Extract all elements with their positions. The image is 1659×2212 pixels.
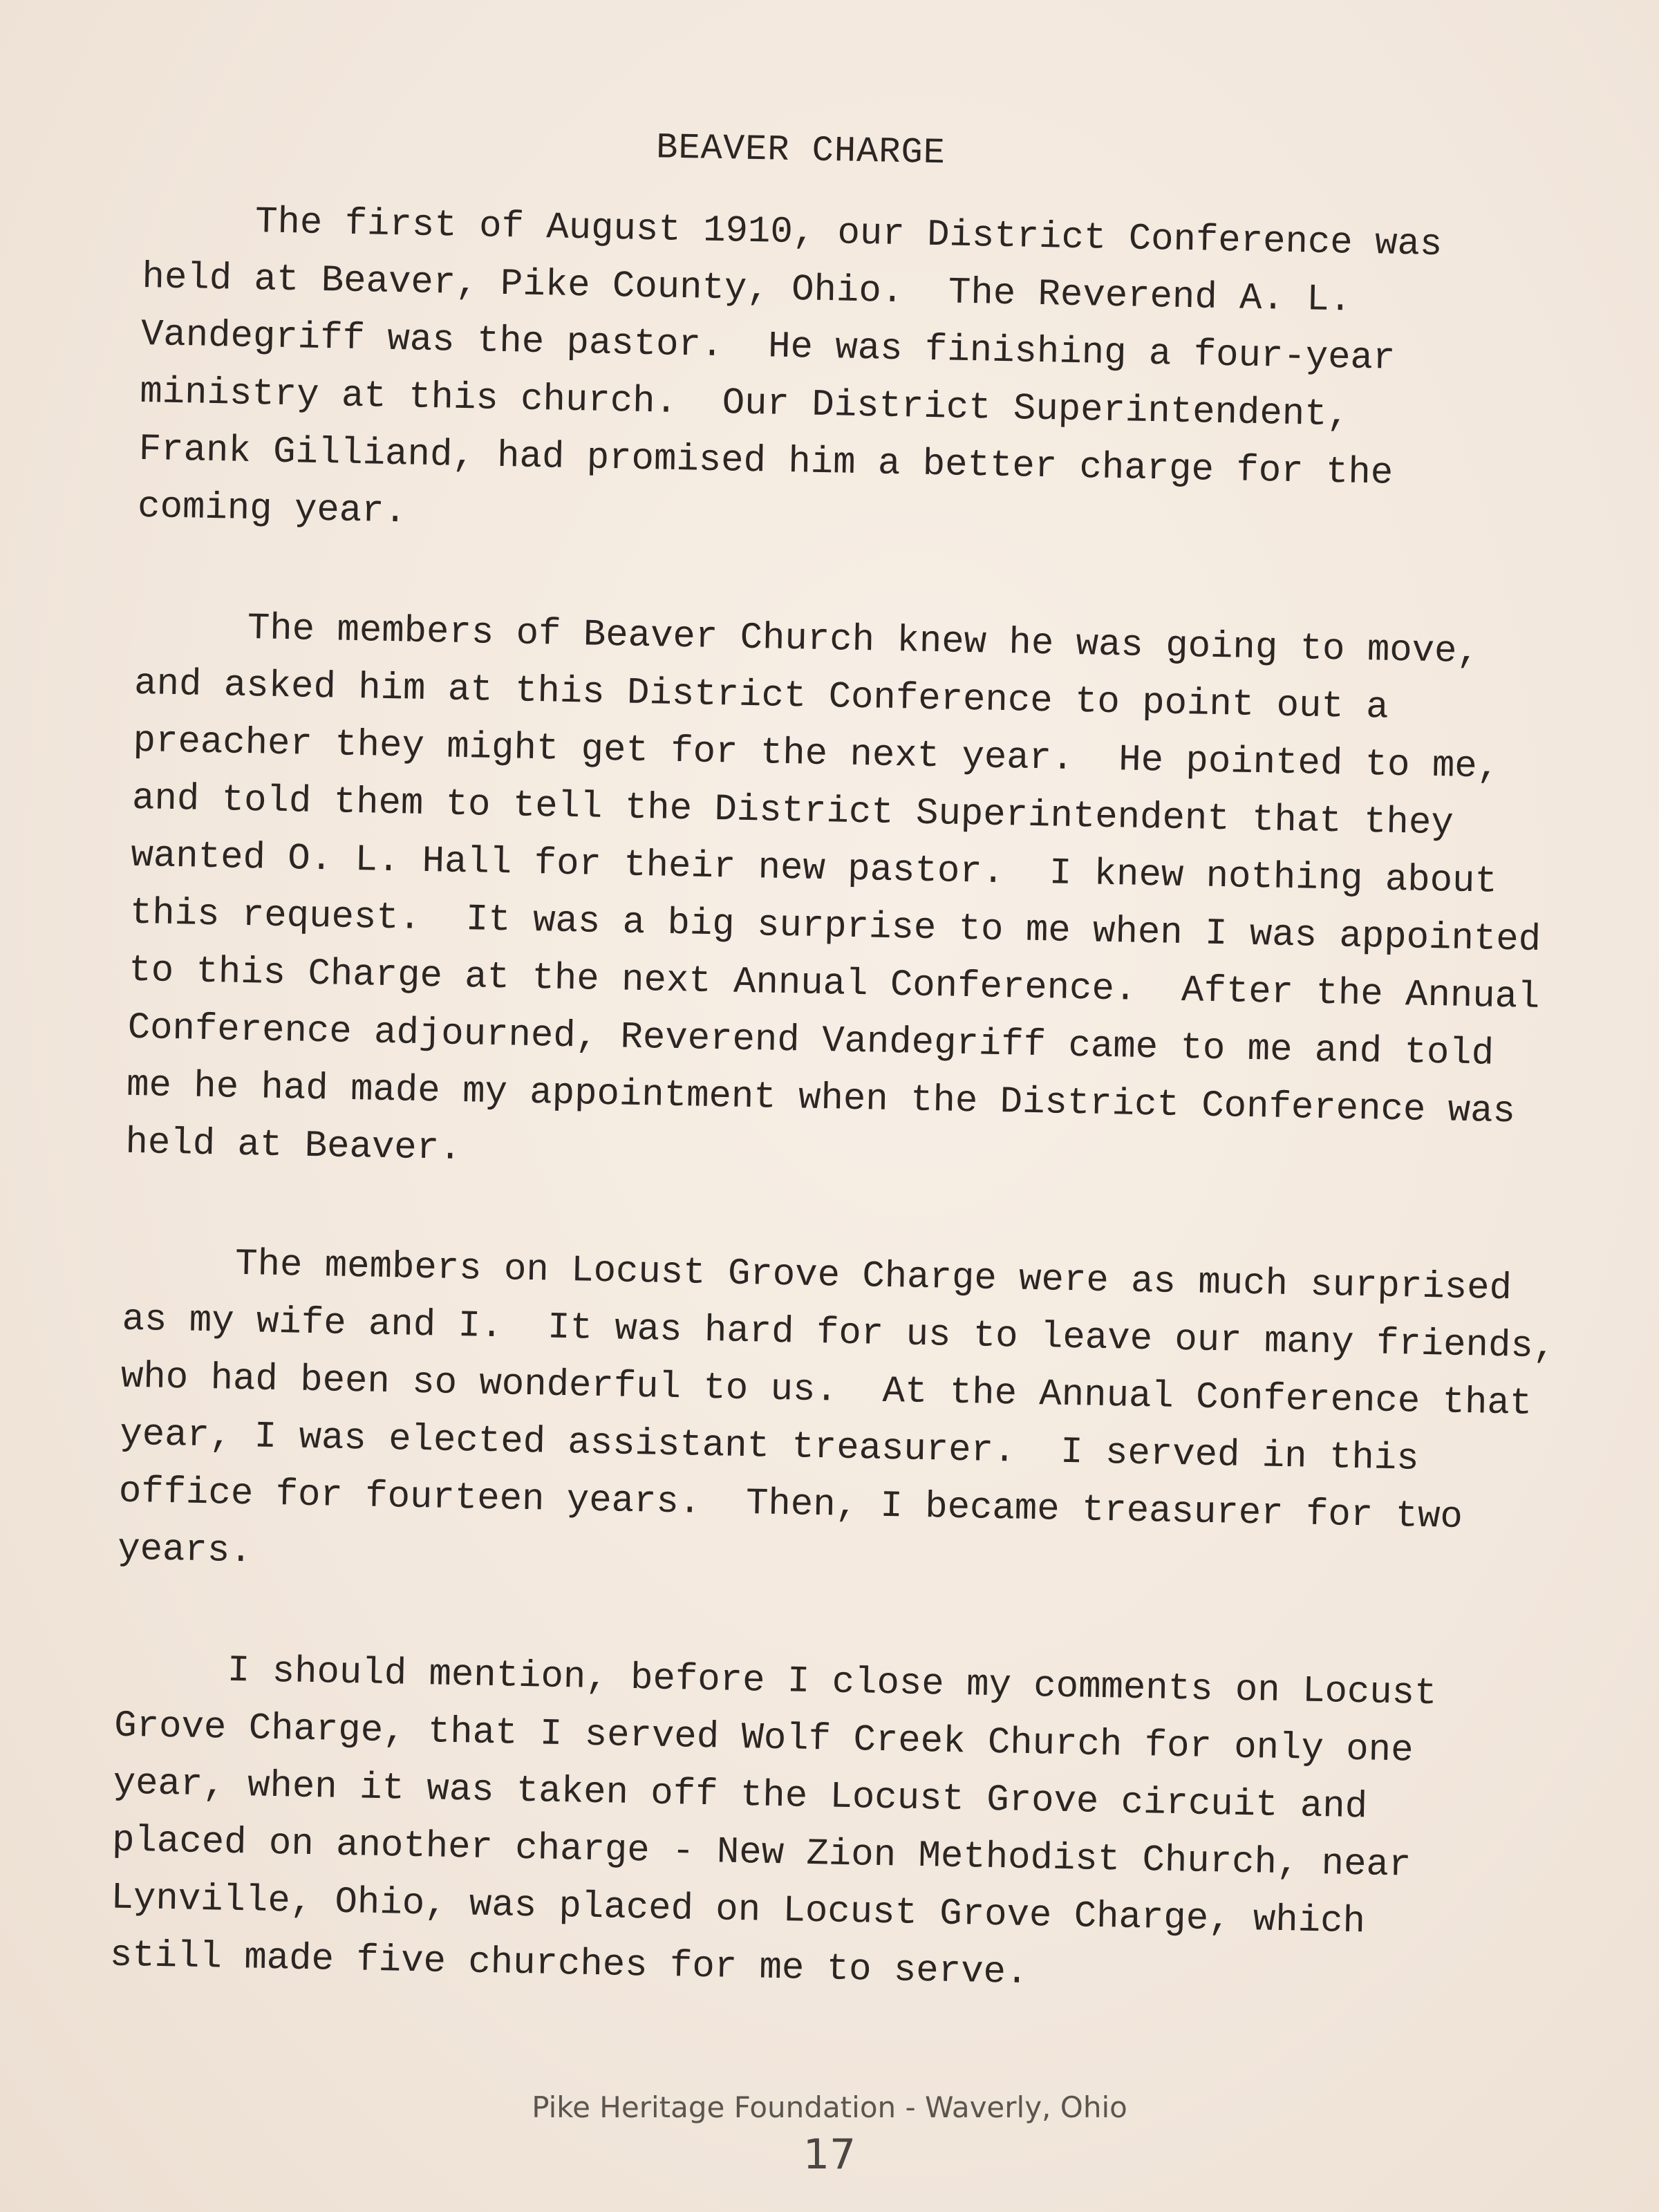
text-line: me he had made my appointment when the District Conference was <box>126 1064 1516 1134</box>
text-line: I should mention, before I close my comments on Locust <box>115 1647 1438 1716</box>
text-line: Vandegriff was the pastor. He was finishing a four-year <box>140 313 1396 380</box>
text-line: The members of Beaver Church knew he was going to move, <box>135 605 1480 674</box>
text-line: The members on Locust Grove Charge were as much surprised <box>122 1241 1512 1311</box>
typed-text-block <box>109 118 1610 2012</box>
text-line: years. <box>117 1528 253 1573</box>
text-line: held at Beaver, Pike County, Ohio. The Reverend A. L. <box>141 256 1352 322</box>
text-line: coming year. <box>137 485 407 534</box>
text-line: placed on another charge - New Zion Methodist Church, near <box>111 1819 1412 1887</box>
paragraph-1 <box>137 191 1609 564</box>
text-line: to this Charge at the next Annual Conference. After the Annual <box>128 949 1541 1019</box>
text-line: wanted O. L. Hall for their new pastor. I knew nothing about <box>130 834 1498 903</box>
text-line: preacher they might get for the next year. He pointed to me, <box>133 720 1500 789</box>
text-line: who had been so wonderful to us. At the Annual Conference that <box>120 1356 1533 1425</box>
text-line: Conference adjourned, Reverend Vandegriff came to me and told <box>127 1006 1494 1076</box>
paragraph-4 <box>109 1640 1581 2013</box>
paragraph-3 <box>117 1234 1588 1606</box>
text-line: Grove Charge, that I served Wolf Creek Church for only one <box>113 1705 1414 1772</box>
text-line: The first of August 1910, our District Conference was <box>142 198 1443 267</box>
page-title: BEAVER CHARGE <box>655 127 946 174</box>
page-number: 17 <box>803 2130 856 2179</box>
text-line: and told them to tell the District Superintendent that they <box>131 777 1454 845</box>
text-line: still made five churches for me to serve. <box>109 1934 1029 1995</box>
footer-source-credit: Pike Heritage Foundation - Waverly, Ohio <box>532 2090 1127 2124</box>
text-line: Frank Gilliand, had promised him a better charge for the <box>138 428 1394 495</box>
text-line: as my wife and I. It was hard for us to leave our many friends, <box>122 1298 1556 1369</box>
text-line: held at Beaver. <box>124 1121 462 1171</box>
text-line: and asked him at this District Conference to point out a <box>133 662 1389 729</box>
text-line: year, when it was taken off the Locust Grove circuit and <box>113 1762 1368 1829</box>
text-line: ministry at this church. Our District Superintendent, <box>139 371 1350 437</box>
text-line: office for fourteen years. Then, I became treasurer for two <box>118 1470 1463 1539</box>
text-line: Lynville, Ohio, was placed on Locust Grove Charge, which <box>110 1877 1366 1944</box>
text-line: this request. It was a big surprise to me when I was appointed <box>129 892 1541 962</box>
paragraph-2 <box>125 598 1602 1200</box>
text-line: year, I was elected assistant treasurer. I served in this <box>119 1413 1420 1481</box>
